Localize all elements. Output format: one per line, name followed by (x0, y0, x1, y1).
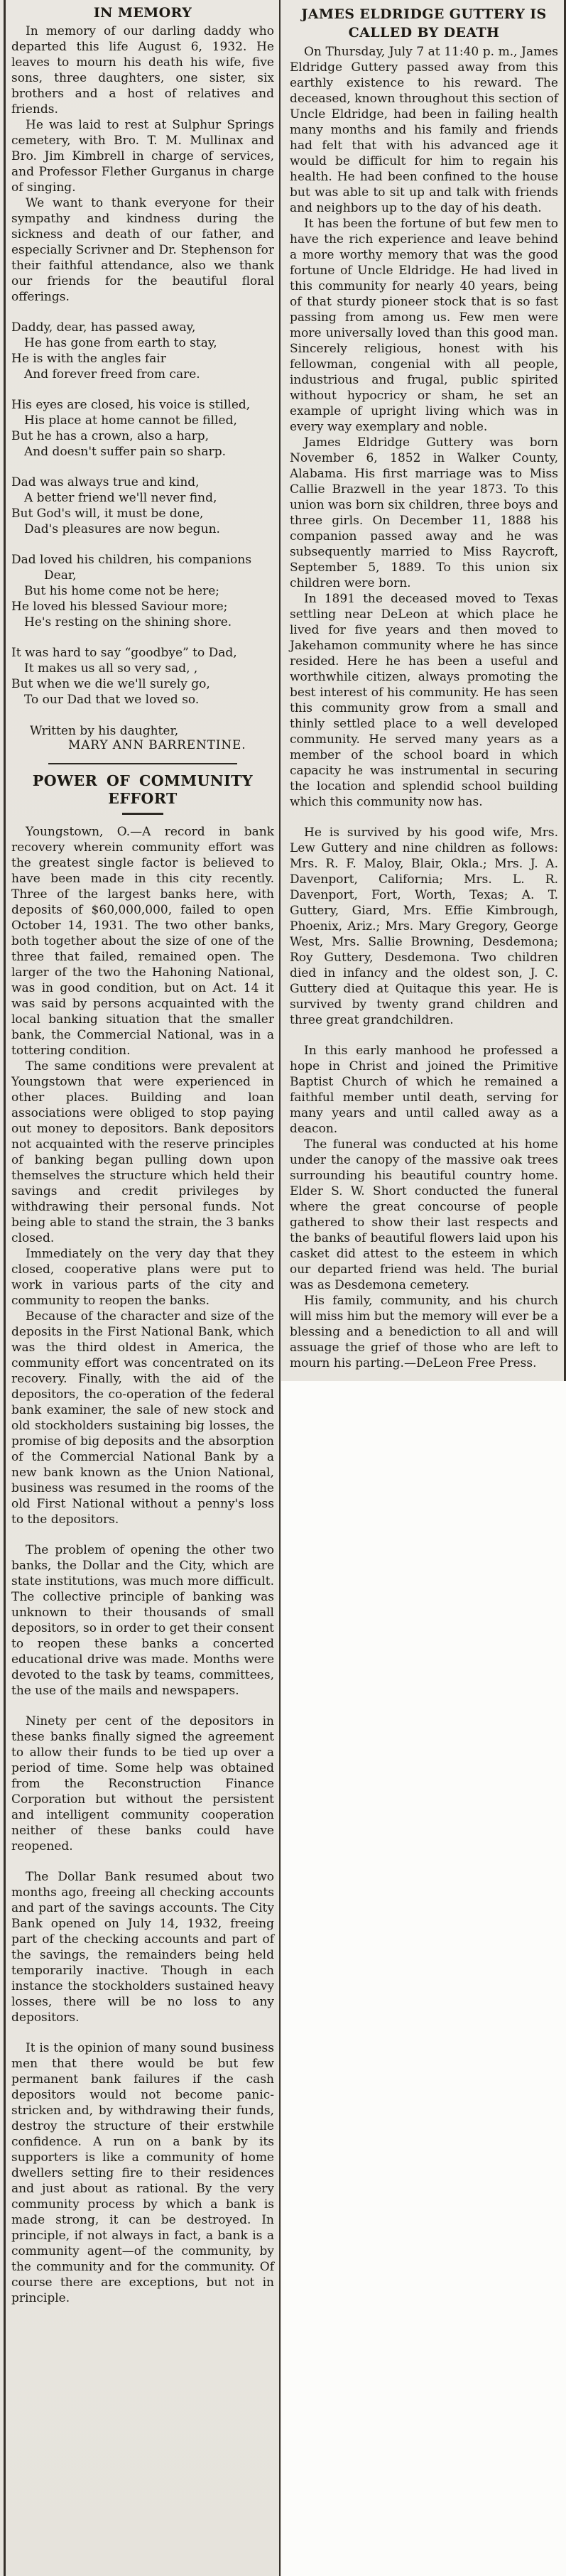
byline-signature: MARY ANN BARRENTINE. (68, 738, 246, 752)
obituary-paragraph: In this early manhood he professed a hope in Christ and joined the Primitive Baptist Church of which he remained a faithful member until death, serving for many years and until called away as a deacon. (290, 1044, 558, 1136)
poem-line: He loved his blessed Saviour more; (11, 600, 228, 614)
poem-line: Daddy, dear, has passed away, (11, 320, 196, 335)
poem-line: His eyes are closed, his voice is stilled, (11, 398, 251, 412)
poem-line: Dad loved his children, his companions Dear, (11, 553, 252, 583)
column-divider-rule (279, 0, 281, 2576)
obituary-paragraph: On Thursday, July 7 at 11:40 p. m., James Eldridge Guttery passed away from this earthly existence to his reward. The deceased, known throughout this section of Uncle Eldridge, had been in failing health many months and his family and friends had felt that with his advanced age it would be difficult for him to regain his health. He had been confined to the house but was able to sit up and talk with friends and neighbors up to the day of his death. (290, 45, 558, 215)
community-paragraph: The same conditions were prevalent at Youngstown that were experienced in other places. Building and loan associations were obliged to stop paying out money to depositors. Bank depositors not acquainted with the reserve principles of banking began pulling down upon themselves the structure which held their savings and credit privileges by withdrawing their personal funds. Not being able to stand the strain, the 3 banks closed. (11, 1059, 274, 1245)
obituary-paragraph: James Eldridge Guttery was born November 6, 1852 in Walker County, Alabama. His first marriage was to Miss Callie Brazwell in the year 1873. To this union was born six children, three boys and three girls. On December 11, 1888 his companion passed away and he was subsequently married to Miss Raycroft, September 5, 1889. To this union six children were born. (290, 435, 558, 590)
poem-stanza (11, 552, 274, 630)
community-paragraph: Youngstown, O.—A record in bank recovery wherein community effort was the greatest single factor is believed to have been made in this city recently. Three of the largest banks here, with deposits of $60,000,000, failed to open October 14, 1931. The two other banks, both together about the size of one of the three that failed, remained open. The larger of the two the Hahoning National, was in good condition, but on Act. 14 it was said by persons acquainted with the local banking situation that the smaller bank, the Commercial National, was in a tottering condition. (11, 825, 274, 1058)
poem-line: Dad was always true and kind, (11, 475, 200, 489)
community-article-title: POWER OF COMMUNITY EFFORT (32, 772, 254, 807)
obituary-title-line2: CALLED BY DEATH (348, 25, 500, 40)
poem-line: It was hard to say “goodbye” to Dad, (11, 646, 237, 660)
left-edge-rule (4, 0, 6, 2576)
poem-line: It makes us all so very sad, , (24, 661, 198, 676)
obituary-paragraph: The funeral was conducted at his home under the canopy of the massive oak trees surrounding his beautiful country home. Elder S. W. Short conducted the funeral where the great concourse of people gathered to show their last respects and the banks of beautiful flowers laid upon his casket did attest to the esteem in which our departed friend was held. The burial was as Desdemona cemetery. (290, 1137, 558, 1292)
community-paragraph: Immediately on the very day that they closed, cooperative plans were put to work in various parts of the city and community to reopen the banks. (11, 1247, 274, 1308)
obituary-paragraph: He is survived by his good wife, Mrs. Lew Guttery and nine children as follows: Mrs. R. F. Maloy, Blair, Okla.; Mrs. J. A. Davenport, California; Mrs. L. R. Davenport, Fort, Worth, Texas; A. T. Guttery, Giard, Mrs. Effie Kimbrough, Phoenix, Ariz.; Mrs. Mary Gregory, George West, Mrs. Sallie Browning, Desdemona; Roy Guttery, Desdemona. Two children died in infancy and the oldest son, J. C. Guttery died at Quitaque this year. He is survived by twenty grand children and three great grandchildren. (290, 826, 558, 1027)
byline-intro: Written by his daughter, (30, 724, 179, 738)
memorial-title: IN MEMORY (93, 5, 192, 21)
poem-line: He has gone from earth to stay, (24, 336, 217, 350)
headline-underline-rule (122, 813, 163, 815)
community-paragraph: Because of the character and size of the deposits in the First National Bank, which was the third oldest in America, the community effort was concentrated on its recovery. Finally, with the aid of the depositors, the co-operation of the federal bank examiner, the sale of new stock and old stockholders sustaining big losses, the promise of big deposits and the absorption of the Commercial National Bank by a new bank known as the Union National, business was resumed in the rooms of the old First National without a penny's loss to the depositors. (11, 1309, 274, 1527)
poem-line: But his home come not be here; (24, 584, 219, 598)
section-divider-rule (48, 763, 237, 764)
poem-stanza (11, 397, 274, 460)
poem-line: Dad's pleasures are now begun. (24, 522, 220, 536)
obituary-paragraph: It has been the fortune of but few men to have the rich experience and leave behind a more worthy memory that was the good fortune of Uncle Eldridge. He had lived in this community for nearly 40 years, being of that sturdy pioneer stock that is so fast passing from among us. Few men were more universally loved than this good man. Sincerely religious, honest with his fellowman, congenial with all people, industrious and frugal, public spirited without hypocricy or sham, he set an example of upright living which was in every way exemplary and noble. (290, 217, 558, 434)
blank-scan-area (281, 1381, 566, 2576)
memorial-paragraph: We want to thank everyone for their sympathy and kindness during the sickness and death of our father, and especially Scrivner and Dr. Stephenson for their faithful attendance, also we thank our friends for the beautiful floral offerings. (11, 196, 274, 304)
poem-stanza (11, 320, 274, 382)
poem-line: He's resting on the shining shore. (24, 615, 232, 629)
obituary-paragraph: His family, community, and his church will miss him but the memory will ever be a blessing and a benediction to all and will assuage the grief of those who are left to mourn his parting.—DeLeon Free Press. (290, 1294, 558, 1370)
memorial-paragraph: In memory of our darling daddy who departed this life August 6, 1932. He leaves to mourn his death his wife, five sons, three daughters, one sister, six brothers and a host of relatives and friends. (11, 24, 274, 117)
community-paragraph: The Dollar Bank resumed about two months ago, freeing all checking accounts and part of the savings accounts. The City Bank opened on July 14, 1932, freeing part of the checking accounts and part of the savings, the remainders being held temporarily inactive. Though in each instance the stockholders sustained heavy losses, there will be no loss to any depositors. (11, 1870, 274, 2025)
obituary-title-line1: JAMES ELDRIDGE GUTTERY IS (301, 6, 547, 22)
poem-line: A better friend we'll never find, (24, 491, 217, 505)
poem-line: His place at home cannot be filled, (24, 413, 237, 428)
poem-line: But when we die we'll surely go, (11, 677, 210, 691)
poem-stanza (11, 645, 274, 708)
obituary-article (281, 0, 566, 1381)
left-column (11, 3, 274, 2306)
poem-line: To our Dad that we loved so. (24, 693, 200, 707)
memorial-paragraph: He was laid to rest at Sulphur Springs cemetery, with Bro. T. M. Mullinax and Bro. Jim Kimbrell in charge of services, and Professor Flether Gurganus in charge of singing. (11, 118, 274, 195)
memorial-poem (11, 320, 274, 708)
poem-stanza (11, 475, 274, 537)
poem-line: And doesn't suffer pain so sharp. (24, 445, 227, 459)
poem-line: He is with the angles fair (11, 352, 166, 366)
community-paragraph: Ninety per cent of the depositors in these banks finally signed the agreement to allow their funds to be tied up over a period of time. Some help was obtained from the Reconstruction Finance Corporation but without the persistent and intelligent community cooperation neither of these banks could have reopened. (11, 1714, 274, 1853)
poem-line: And forever freed from care. (24, 367, 200, 381)
right-column (281, 0, 566, 2576)
poem-line: But he has a crown, also a harp, (11, 429, 209, 443)
community-paragraph: The problem of opening the other two banks, the Dollar and the City, which are state institutions, was much more difficult. The collective principle of banking was unknown to their thousands of small depositors, so in order to get their consent to reopen these banks a concerted educational drive was made. Months were devoted to the task by teams, committees, the use of the mails and newspapers. (11, 1543, 274, 1698)
obituary-paragraph: In 1891 the deceased moved to Texas settling near DeLeon at which place he lived for five years and then moved to Jakehamon community where he has since resided. Here he has been a useful and worthwhile citizen, always promoting the best interest of his community. He has seen this community grow from a small and thinly settled place to a well developed community. He served many years as a member of the school board in which capacity he was instrumental in securing the location and splendid school building which this community now has. (290, 592, 558, 809)
community-paragraph: It is the opinion of many sound business men that there would be but few permanent bank failures if the cash depositors would not become panic-stricken and, by withdrawing their funds, destroy the structure of their erstwhile confidence. A run on a bank by its supporters is like a community of home dwellers setting fire to their residences and just about as rational. By the very community process by which a bank is made strong, it can be destroyed. In principle, if not always in fact, a bank is a community agent—of the community, by the community and for the community. Of course there are exceptions, but not in principle. (11, 2041, 274, 2305)
poem-line: But God's will, it must be done, (11, 507, 204, 521)
